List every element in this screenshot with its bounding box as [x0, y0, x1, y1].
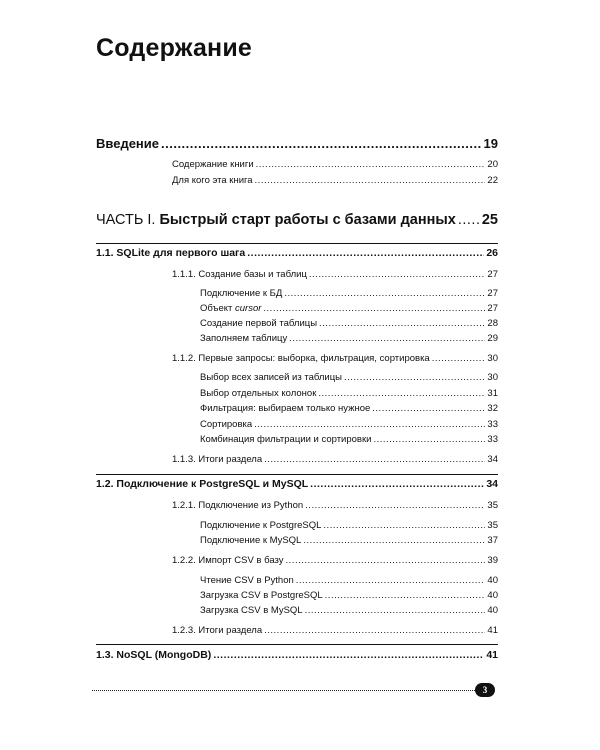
- toc-leader-dots: [161, 136, 482, 151]
- chapter-divider: [96, 243, 498, 244]
- toc-entry-title: Загрузка CSV в PostgreSQL: [200, 590, 323, 601]
- toc-entry-page: 30: [487, 372, 498, 383]
- toc-entry-subsection[interactable]: [200, 288, 498, 299]
- toc-leader-dots: [303, 535, 485, 546]
- toc-leader-dots: [323, 520, 485, 531]
- toc-entry-page: 41: [486, 649, 498, 661]
- toc-entry-title: 1.3. NoSQL (MongoDB): [96, 649, 212, 661]
- toc-leader-dots: [286, 555, 486, 566]
- toc-entry-page: 25: [481, 212, 498, 228]
- toc-entry-page: 41: [487, 625, 498, 636]
- toc-entry-title: Для кого эта книга: [172, 175, 253, 186]
- page-title: Содержание: [96, 34, 253, 62]
- toc-entry-page: 27: [487, 303, 498, 314]
- toc-entry-subsection[interactable]: [200, 333, 498, 344]
- toc-entry-title: 1.2.2. Импорт CSV в базу: [172, 555, 284, 566]
- toc-entry-subsection[interactable]: [200, 318, 498, 329]
- toc-entry-sub[interactable]: [172, 159, 498, 170]
- toc-entry-page: 40: [487, 605, 498, 616]
- toc-leader-dots: [325, 590, 486, 601]
- toc-leader-dots: [255, 175, 486, 186]
- toc-entry-title: [96, 212, 456, 228]
- chapter-divider: [96, 644, 498, 645]
- title-prefix: Объект: [200, 303, 235, 314]
- toc-leader-dots: [432, 353, 486, 364]
- toc-entry-page: 33: [487, 419, 498, 430]
- toc-entry-title: [200, 303, 261, 314]
- toc-entry-subsection[interactable]: [200, 590, 498, 601]
- toc-entry-section[interactable]: [172, 500, 498, 511]
- toc-entry-subsection[interactable]: [200, 535, 498, 546]
- toc-entry-page: 40: [487, 590, 498, 601]
- toc-entry-title: Фильтрация: выбираем только нужное: [200, 403, 371, 414]
- toc-entry-subsection[interactable]: [200, 372, 498, 383]
- toc-entry-subsection[interactable]: [200, 419, 498, 430]
- toc-entry-title: Чтение CSV в Python: [200, 575, 294, 586]
- toc-entry-part[interactable]: [96, 212, 498, 228]
- toc-leader-dots: [305, 500, 485, 511]
- footer-dotted-rule: [92, 690, 485, 691]
- toc-entry-page: 31: [487, 388, 498, 399]
- toc-entry-chapter[interactable]: [96, 649, 498, 661]
- toc-entry-title: 1.1.2. Первые запросы: выборка, фильтрация, сортировка: [172, 353, 430, 364]
- toc-leader-dots: [372, 403, 485, 414]
- toc-entry-title: 1.2.1. Подключение из Python: [172, 500, 304, 511]
- title-emphasis: cursor: [235, 303, 262, 314]
- toc-leader-dots: [319, 318, 485, 329]
- toc-entry-section[interactable]: [172, 555, 498, 566]
- toc-leader-dots: [284, 288, 485, 299]
- toc-entry-page: 26: [486, 247, 498, 259]
- toc-entry-title: Подключение к MySQL: [200, 535, 302, 546]
- toc-entry-title: Введение: [96, 136, 159, 151]
- toc-leader-dots: [344, 372, 485, 383]
- toc-leader-dots: [310, 478, 484, 490]
- toc-leader-dots: [264, 454, 485, 465]
- toc-entry-section[interactable]: [172, 454, 498, 465]
- toc-entry-section[interactable]: [172, 353, 498, 364]
- toc-entry-chapter[interactable]: [96, 478, 498, 490]
- toc-leader-dots: [373, 434, 485, 445]
- toc-leader-dots: [263, 303, 485, 314]
- toc-entry-title: Загрузка CSV в MySQL: [200, 605, 303, 616]
- toc-entry-page: 33: [487, 434, 498, 445]
- toc-entry-page: 20: [487, 159, 498, 170]
- toc-entry-page: 27: [487, 288, 498, 299]
- toc-entry-page: 35: [487, 520, 498, 531]
- toc-entry-title: Выбор отдельных колонок: [200, 388, 317, 399]
- toc-entry-page: 27: [487, 269, 498, 280]
- toc-entry-page: 40: [487, 575, 498, 586]
- toc-entry-section[interactable]: [172, 625, 498, 636]
- part-title: Быстрый старт работы с базами данных: [159, 212, 456, 228]
- toc-entry-page: 32: [487, 403, 498, 414]
- toc-entry-title: Комбинация фильтрации и сортировки: [200, 434, 372, 445]
- toc-entry-title: 1.2. Подключение к PostgreSQL и MySQL: [96, 478, 309, 490]
- toc-entry-page: 29: [487, 333, 498, 344]
- toc-leader-dots: [309, 269, 486, 280]
- toc-entry-subsection[interactable]: [200, 605, 498, 616]
- page-number-badge: 3: [475, 683, 495, 697]
- toc-entry-title: Подключение к БД: [200, 288, 283, 299]
- toc-entry-page: 37: [487, 535, 498, 546]
- toc-leader-dots: [458, 212, 480, 228]
- toc-entry-section[interactable]: [172, 269, 498, 280]
- toc-entry-page: 28: [487, 318, 498, 329]
- toc-entry-title: Подключение к PostgreSQL: [200, 520, 322, 531]
- toc-leader-dots: [256, 159, 486, 170]
- toc-entry-subsection[interactable]: [200, 434, 498, 445]
- toc-entry-title: Содержание книги: [172, 159, 254, 170]
- toc-entry-page: 35: [487, 500, 498, 511]
- toc-entry-page: 19: [483, 136, 498, 151]
- toc-entry-title: Создание первой таблицы: [200, 318, 318, 329]
- toc-entry-page: 34: [486, 478, 498, 490]
- toc-entry-page: 30: [487, 353, 498, 364]
- toc-leader-dots: [264, 625, 485, 636]
- toc-entry-subsection[interactable]: [200, 388, 498, 399]
- toc-entry-title: 1.1. SQLite для первого шага: [96, 247, 246, 259]
- toc-leader-dots: [289, 333, 485, 344]
- toc-leader-dots: [305, 605, 486, 616]
- toc-entry-page: 34: [487, 454, 498, 465]
- toc-entry-title: 1.1.1. Создание базы и таблиц: [172, 269, 307, 280]
- toc-entry-subsection[interactable]: [200, 403, 498, 414]
- part-prefix: ЧАСТЬ I.: [96, 212, 156, 228]
- toc-leader-dots: [318, 388, 485, 399]
- toc-entry-title: Сортировка: [200, 419, 253, 430]
- toc-entry-title: Выбор всех записей из таблицы: [200, 372, 342, 383]
- toc-entry-subsection[interactable]: [200, 303, 498, 314]
- toc-entry-chapter[interactable]: [96, 247, 498, 259]
- toc-entry-subsection[interactable]: [200, 520, 498, 531]
- toc-entry-intro[interactable]: [96, 136, 498, 151]
- chapter-divider: [96, 474, 498, 475]
- toc-entry-title: 1.2.3. Итоги раздела: [172, 625, 263, 636]
- toc-entry-page: 39: [487, 555, 498, 566]
- toc-leader-dots: [213, 649, 484, 661]
- toc-entry-sub[interactable]: [172, 175, 498, 186]
- toc-entry-page: 22: [487, 175, 498, 186]
- toc-leader-dots: [247, 247, 484, 259]
- toc-entry-title: Заполняем таблицу: [200, 333, 288, 344]
- toc-entry-subsection[interactable]: [200, 575, 498, 586]
- toc-entry-title: 1.1.3. Итоги раздела: [172, 454, 263, 465]
- toc-leader-dots: [296, 575, 486, 586]
- toc-leader-dots: [254, 419, 485, 430]
